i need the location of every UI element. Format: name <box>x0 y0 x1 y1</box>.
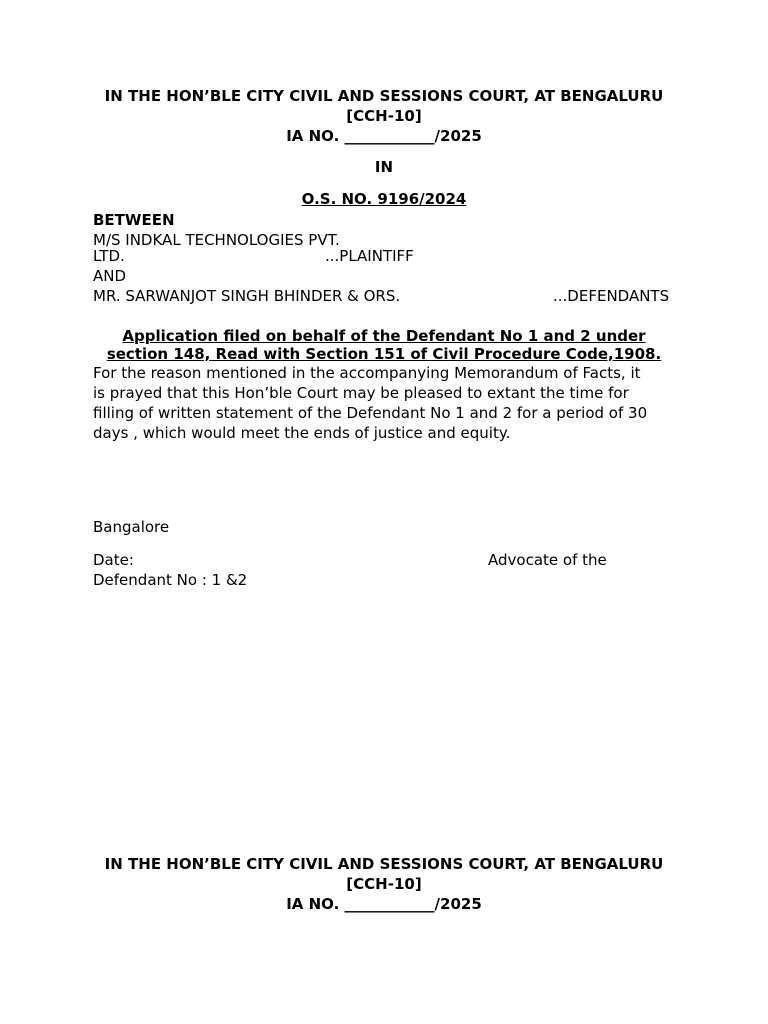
in-label: IN <box>374 158 394 176</box>
advocate-for: Defendant No : 1 &2 <box>93 571 248 589</box>
plaintiff-name-line2: LTD. <box>93 247 125 265</box>
court-code: [CCH-10] <box>346 107 422 125</box>
suit-number: O.S. NO. 9196/2024 <box>301 190 467 208</box>
court-title: IN THE HON’BLE CITY CIVIL AND SESSIONS COURT, AT BENGALURU <box>104 855 664 873</box>
between-label: BETWEEN <box>93 211 175 229</box>
ia-number: IA NO. ____________/2025 <box>286 127 482 145</box>
and-label: AND <box>93 267 127 285</box>
court-title: IN THE HON’BLE CITY CIVIL AND SESSIONS COURT, AT BENGALURU <box>104 87 664 105</box>
defendant-role: ...DEFENDANTS <box>553 287 670 305</box>
prayer-line-1: For the reason mentioned in the accompanying Memorandum of Facts, it <box>93 364 641 382</box>
application-heading-line1: Application filed on behalf of the Defendant No 1 and 2 under <box>122 327 646 345</box>
date-label: Date: <box>93 551 134 569</box>
court-code: [CCH-10] <box>346 875 422 893</box>
ia-number: IA NO. ____________/2025 <box>286 895 482 913</box>
prayer-line-4: days , which would meet the ends of justice and equity. <box>93 424 511 442</box>
place: Bangalore <box>93 518 170 536</box>
plaintiff-name-line1: M/S INDKAL TECHNOLOGIES PVT. <box>93 231 340 249</box>
application-heading-line2: section 148, Read with Section 151 of Civil Procedure Code,1908. <box>106 345 662 363</box>
advocate-label: Advocate of the <box>488 551 607 569</box>
prayer-line-2: is prayed that this Hon’ble Court may be pleased to extant the time for <box>93 384 629 402</box>
defendant-name: MR. SARWANJOT SINGH BHINDER & ORS. <box>93 287 401 305</box>
plaintiff-role: ...PLAINTIFF <box>325 247 414 265</box>
prayer-line-3: filling of written statement of the Defendant No 1 and 2 for a period of 30 <box>93 404 648 422</box>
